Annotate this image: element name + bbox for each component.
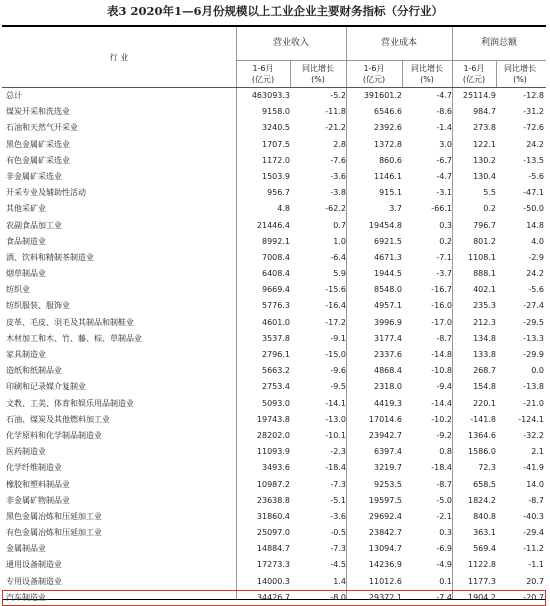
revenue-cell: 21446.4 <box>256 220 290 230</box>
revenue-cell: 5663.2 <box>262 366 290 376</box>
revenue-cell: 2796.1 <box>262 350 290 359</box>
profit-cell: 402.1 <box>473 285 496 295</box>
cost-cell: 23842.7 <box>368 528 402 538</box>
cost-cell: 11012.6 <box>368 576 402 586</box>
revenue-growth-cell: -15.6 <box>325 285 346 295</box>
table-row <box>2 282 546 298</box>
table-row <box>2 88 546 104</box>
revenue-cell: 9158.0 <box>262 107 290 117</box>
profit-cell: 840.8 <box>473 511 496 521</box>
cost-growth-cell: -3.1 <box>436 188 452 198</box>
revenue-growth-cell: -4.5 <box>330 560 346 570</box>
profit-cell: 1108.1 <box>468 252 496 262</box>
cost-cell: 860.6 <box>379 155 402 165</box>
industry-cell: 化学原料和化学制品制造业 <box>6 430 102 440</box>
profit-growth-cell: 14.8 <box>526 220 544 230</box>
revenue-growth-cell: 1.0 <box>333 236 346 246</box>
cost-cell: 2392.6 <box>374 123 402 133</box>
revenue-cell: 11093.9 <box>256 447 290 457</box>
revenue-growth-cell: -62.2 <box>325 204 346 214</box>
cost-growth-cell: -14.8 <box>431 350 452 359</box>
cost-cell: 3219.7 <box>374 463 402 473</box>
cost-growth-cell: 0.2 <box>439 236 452 246</box>
cost-growth-cell: -17.0 <box>431 317 452 327</box>
header-sub-amount: 1-6月 (亿元) <box>251 64 275 84</box>
revenue-cell: 2753.4 <box>262 382 290 392</box>
table-row <box>2 266 546 282</box>
industry-cell: 金属制品业 <box>6 544 46 554</box>
table-row <box>2 428 546 444</box>
table-row <box>2 460 546 476</box>
cost-cell: 4419.3 <box>374 398 402 408</box>
profit-cell: 133.8 <box>473 350 496 359</box>
profit-cell: 363.1 <box>473 528 496 538</box>
table-row <box>2 120 546 136</box>
industry-cell: 其他采矿业 <box>6 204 46 214</box>
revenue-cell: 1503.9 <box>262 171 290 181</box>
revenue-growth-cell: -5.2 <box>330 91 346 100</box>
industry-cell: 化学纤维制造业 <box>6 463 62 473</box>
revenue-growth-cell: -9.6 <box>330 366 346 376</box>
profit-cell: 569.4 <box>473 544 496 554</box>
cost-cell: 1146.1 <box>374 171 402 181</box>
profit-cell: 220.1 <box>473 398 496 408</box>
profit-cell: 154.8 <box>473 382 496 392</box>
header-sub-growth: 同比增长 (%) <box>411 64 443 84</box>
cost-growth-cell: -8.7 <box>436 333 452 343</box>
industry-cell: 烟草制品业 <box>6 269 46 279</box>
cost-growth-cell: -1.4 <box>436 123 452 133</box>
cost-growth-cell: -10.2 <box>431 414 452 424</box>
revenue-growth-cell: -10.1 <box>325 430 346 440</box>
profit-growth-cell: -40.3 <box>523 511 544 521</box>
profit-growth-cell: -29.9 <box>523 350 544 359</box>
revenue-cell: 10987.2 <box>256 479 290 489</box>
revenue-growth-cell: -18.4 <box>325 463 346 473</box>
revenue-growth-cell: -5.1 <box>330 495 346 505</box>
cost-cell: 8548.0 <box>374 285 402 295</box>
revenue-cell: 6408.4 <box>262 269 290 279</box>
revenue-cell: 3493.6 <box>262 463 290 473</box>
table-row <box>2 396 546 412</box>
revenue-cell: 1172.0 <box>262 155 290 165</box>
cost-cell: 29692.4 <box>368 511 402 521</box>
revenue-growth-cell: -6.4 <box>330 252 346 262</box>
profit-cell: 134.8 <box>473 333 496 343</box>
cost-cell: 13094.7 <box>368 544 402 554</box>
table-row <box>2 169 546 185</box>
profit-growth-cell: -21.0 <box>523 398 544 408</box>
cost-cell: 4671.3 <box>374 252 402 262</box>
industry-cell: 非金属矿采选业 <box>6 171 62 181</box>
industry-cell: 非金属矿物制品业 <box>6 495 70 505</box>
revenue-growth-cell: -7.3 <box>330 544 346 554</box>
industry-cell: 有色金属冶炼和压延加工业 <box>6 528 102 538</box>
revenue-growth-cell: -8.0 <box>330 592 346 602</box>
revenue-cell: 5776.3 <box>262 301 290 311</box>
revenue-growth-cell: -3.6 <box>330 511 346 521</box>
profit-growth-cell: 24.2 <box>526 269 544 279</box>
revenue-cell: 17273.3 <box>256 560 290 570</box>
profit-growth-cell: -1.1 <box>528 560 544 570</box>
revenue-growth-cell: -13.0 <box>325 414 346 424</box>
revenue-cell: 3537.8 <box>262 333 290 343</box>
profit-growth-cell: -13.5 <box>523 155 544 165</box>
industry-cell: 木材加工和木、竹、藤、棕、草制品业 <box>6 333 142 343</box>
profit-cell: 888.1 <box>473 269 496 279</box>
table-row <box>2 298 546 314</box>
profit-cell: 273.8 <box>473 123 496 133</box>
table-row <box>2 509 546 525</box>
table-row <box>2 493 546 509</box>
revenue-growth-cell: -9.5 <box>330 382 346 392</box>
profit-growth-cell: -13.8 <box>523 382 544 392</box>
cost-cell: 6921.5 <box>374 236 402 246</box>
profit-growth-cell: -29.5 <box>523 317 544 327</box>
cost-growth-cell: 0.8 <box>439 447 452 457</box>
cost-cell: 14236.9 <box>368 560 402 570</box>
financial-table <box>2 25 546 600</box>
cost-growth-cell: -8.7 <box>436 479 452 489</box>
cost-growth-cell: 0.3 <box>439 220 452 230</box>
profit-growth-cell: -47.1 <box>523 188 544 198</box>
cost-cell: 3177.4 <box>374 333 402 343</box>
revenue-growth-cell: 1.4 <box>333 576 346 586</box>
profit-cell: 122.1 <box>473 139 496 149</box>
profit-cell: 0.2 <box>483 204 496 214</box>
cost-growth-cell: -16.7 <box>431 285 452 295</box>
profit-cell: 984.7 <box>473 107 496 117</box>
table-row <box>2 347 546 363</box>
table-title: 表3 2020年1—6月份规模以上工业企业主要财务指标（分行业） <box>106 4 443 18</box>
profit-growth-cell: 2.1 <box>531 447 544 457</box>
profit-growth-cell: -124.1 <box>518 414 544 424</box>
revenue-growth-cell: 0.7 <box>333 220 346 230</box>
cost-growth-cell: -6.7 <box>436 155 452 165</box>
profit-growth-cell: 20.7 <box>526 576 544 586</box>
profit-cell: 130.4 <box>473 171 496 181</box>
profit-cell: 1586.0 <box>468 447 496 457</box>
revenue-growth-cell: -3.8 <box>330 188 346 198</box>
profit-growth-cell: -29.4 <box>523 528 544 538</box>
revenue-growth-cell: -2.3 <box>330 447 346 457</box>
header-sub-growth: 同比增长 (%) <box>302 64 334 84</box>
industry-cell: 汽车制造业 <box>6 592 46 602</box>
table-row <box>2 477 546 493</box>
industry-cell: 石油、煤炭及其他燃料加工业 <box>6 414 110 424</box>
table-row <box>2 363 546 379</box>
industry-cell: 开采专业及辅助性活动 <box>6 188 86 198</box>
header-profit: 利润总额 <box>480 38 517 48</box>
table-row <box>2 379 546 395</box>
header-sub-growth: 同比增长 (%) <box>504 64 536 84</box>
profit-growth-cell: 24.2 <box>526 139 544 149</box>
cost-cell: 6546.6 <box>374 107 402 117</box>
cost-growth-cell: 0.3 <box>439 528 452 538</box>
profit-growth-cell: 0.0 <box>531 366 544 376</box>
industry-cell: 总计 <box>6 91 22 100</box>
industry-cell: 皮革、毛皮、羽毛及其制品和制鞋业 <box>6 317 134 327</box>
cost-cell: 391601.2 <box>363 91 402 100</box>
table-row <box>2 201 546 217</box>
profit-growth-cell: -20.7 <box>523 592 544 602</box>
cost-growth-cell: -4.9 <box>436 560 452 570</box>
revenue-cell: 9669.4 <box>262 285 290 295</box>
industry-cell: 医药制造业 <box>6 447 46 457</box>
profit-growth-cell: -72.6 <box>523 123 544 133</box>
industry-cell: 通用设备制造业 <box>6 560 62 570</box>
revenue-cell: 31860.4 <box>256 511 290 521</box>
header-cost: 营业成本 <box>380 38 417 48</box>
cost-cell: 4868.4 <box>374 366 402 376</box>
cost-growth-cell: -2.1 <box>436 511 452 521</box>
cost-cell: 3996.9 <box>374 317 402 327</box>
cost-cell: 4957.1 <box>374 301 402 311</box>
cost-growth-cell: -10.8 <box>431 366 452 376</box>
cost-cell: 2318.0 <box>374 382 402 392</box>
revenue-cell: 19743.8 <box>256 414 290 424</box>
cost-growth-cell: -9.2 <box>436 430 452 440</box>
profit-growth-cell: -5.6 <box>528 171 544 181</box>
table-row <box>2 185 546 201</box>
industry-cell: 酒、饮料和精制茶制造业 <box>6 252 94 262</box>
cost-growth-cell: 3.0 <box>439 139 452 149</box>
cost-cell: 19597.5 <box>368 495 402 505</box>
revenue-growth-cell: 2.8 <box>333 139 346 149</box>
cost-growth-cell: -8.6 <box>436 107 452 117</box>
cost-growth-cell: -4.7 <box>436 91 452 100</box>
industry-cell: 石油和天然气开采业 <box>6 123 78 133</box>
cost-growth-cell: -3.7 <box>436 269 452 279</box>
profit-growth-cell: -5.6 <box>528 285 544 295</box>
header-sub-amount: 1-6月 (亿元) <box>362 64 386 84</box>
profit-cell: 796.7 <box>473 220 496 230</box>
revenue-growth-cell: -7.3 <box>330 479 346 489</box>
table-header <box>2 27 546 88</box>
header-industry: 行 业 <box>109 52 129 62</box>
profit-cell: 268.7 <box>473 366 496 376</box>
cost-cell: 9253.5 <box>374 479 402 489</box>
cost-cell: 3.7 <box>389 204 402 214</box>
industry-cell: 煤炭开采和洗选业 <box>6 107 70 117</box>
profit-cell: 801.2 <box>473 236 496 246</box>
cost-cell: 1372.8 <box>374 139 402 149</box>
revenue-cell: 3240.5 <box>262 123 290 133</box>
industry-cell: 专用设备制造业 <box>6 576 62 586</box>
industry-cell: 纺织服装、服饰业 <box>6 301 70 311</box>
industry-cell: 造纸和纸制品业 <box>6 366 62 376</box>
profit-cell: 212.3 <box>473 317 496 327</box>
revenue-growth-cell: 5.9 <box>333 269 346 279</box>
revenue-growth-cell: -21.2 <box>325 123 346 133</box>
profit-cell: 235.3 <box>473 301 496 311</box>
profit-growth-cell: -41.9 <box>523 463 544 473</box>
profit-cell: -141.8 <box>470 414 496 424</box>
revenue-cell: 7008.4 <box>262 252 290 262</box>
table-row <box>2 104 546 120</box>
revenue-cell: 8992.1 <box>262 236 290 246</box>
industry-cell: 文教、工美、体育和娱乐用品制造业 <box>6 398 134 408</box>
table-body <box>2 88 546 606</box>
revenue-cell: 25097.0 <box>256 528 290 538</box>
profit-growth-cell: -31.2 <box>523 107 544 117</box>
profit-cell: 1122.8 <box>468 560 496 570</box>
table-row <box>2 153 546 169</box>
revenue-cell: 14884.7 <box>256 544 290 554</box>
industry-cell: 有色金属矿采选业 <box>6 155 70 165</box>
industry-cell: 食品制造业 <box>6 236 46 246</box>
revenue-growth-cell: -16.4 <box>325 301 346 311</box>
cost-cell: 19454.8 <box>368 220 402 230</box>
profit-cell: 5.5 <box>483 188 496 198</box>
header-sub-amount: 1-6月 (亿元) <box>462 64 486 84</box>
revenue-cell: 4601.0 <box>262 317 290 327</box>
revenue-cell: 34426.7 <box>256 592 290 602</box>
cost-growth-cell: -9.4 <box>436 382 452 392</box>
profit-growth-cell: -13.3 <box>523 333 544 343</box>
cost-growth-cell: -16.0 <box>431 301 452 311</box>
cost-growth-cell: -6.9 <box>436 544 452 554</box>
revenue-growth-cell: -11.8 <box>325 107 346 117</box>
industry-cell: 黑色金属矿采选业 <box>6 139 70 149</box>
table-row <box>2 234 546 250</box>
industry-cell: 纺织业 <box>6 285 30 295</box>
table-row <box>2 525 546 541</box>
industry-cell: 印刷和记录媒介复制业 <box>6 382 86 392</box>
revenue-growth-cell: -15.0 <box>325 350 346 359</box>
profit-growth-cell: -32.2 <box>523 430 544 440</box>
revenue-cell: 23638.8 <box>256 495 290 505</box>
table-row <box>2 444 546 460</box>
profit-cell: 25114.9 <box>462 91 496 100</box>
cost-cell: 2337.6 <box>374 350 402 359</box>
industry-cell: 黑色金属冶炼和压延加工业 <box>6 511 102 521</box>
profit-growth-cell: -12.8 <box>523 91 544 100</box>
profit-growth-cell: -27.4 <box>523 301 544 311</box>
cost-growth-cell: 0.1 <box>439 576 452 586</box>
profit-growth-cell: -8.7 <box>528 495 544 505</box>
revenue-growth-cell: -0.5 <box>330 528 346 538</box>
table-row <box>2 250 546 266</box>
revenue-growth-cell: -17.2 <box>325 317 346 327</box>
cost-cell: 17014.6 <box>368 414 402 424</box>
profit-cell: 1824.2 <box>468 495 496 505</box>
cost-cell: 23942.7 <box>368 430 402 440</box>
profit-cell: 1904.2 <box>468 592 496 602</box>
revenue-cell: 28202.0 <box>256 430 290 440</box>
cost-growth-cell: -66.1 <box>431 204 452 214</box>
table-row <box>2 218 546 234</box>
profit-cell: 130.2 <box>473 155 496 165</box>
cost-growth-cell: -4.7 <box>436 171 452 181</box>
cost-cell: 6397.4 <box>374 447 402 457</box>
table-row <box>2 331 546 347</box>
revenue-cell: 5093.0 <box>262 398 290 408</box>
revenue-cell: 4.8 <box>277 204 290 214</box>
profit-growth-cell: 4.0 <box>531 236 544 246</box>
table-row <box>2 574 546 590</box>
profit-cell: 72.3 <box>478 463 496 473</box>
profit-growth-cell: -50.0 <box>523 204 544 214</box>
profit-growth-cell: -2.9 <box>528 252 544 262</box>
revenue-growth-cell: -3.6 <box>330 171 346 181</box>
profit-growth-cell: -11.2 <box>523 544 544 554</box>
industry-cell: 橡胶和塑料制品业 <box>6 479 70 489</box>
profit-cell: 658.5 <box>473 479 496 489</box>
table-row <box>2 315 546 331</box>
table-row <box>2 137 546 153</box>
industry-cell: 农副食品加工业 <box>6 220 62 230</box>
revenue-cell: 956.7 <box>267 188 290 198</box>
profit-cell: 1364.6 <box>468 430 496 440</box>
cost-growth-cell: -18.4 <box>431 463 452 473</box>
cost-growth-cell: -7.4 <box>436 592 452 602</box>
cost-cell: 915.1 <box>379 188 402 198</box>
table-row <box>2 557 546 573</box>
header-revenue: 营业收入 <box>272 38 309 48</box>
cost-cell: 29372.1 <box>368 592 402 602</box>
cost-cell: 1944.5 <box>374 269 402 279</box>
table-row <box>2 412 546 428</box>
revenue-cell: 14000.3 <box>256 576 290 586</box>
cost-growth-cell: -7.1 <box>436 252 452 262</box>
profit-cell: 1177.3 <box>468 576 496 586</box>
revenue-growth-cell: -14.1 <box>325 398 346 408</box>
industry-cell: 家具制造业 <box>6 350 46 359</box>
revenue-cell: 1707.5 <box>262 139 290 149</box>
cost-growth-cell: -14.4 <box>431 398 452 408</box>
revenue-cell: 463093.3 <box>251 91 290 100</box>
revenue-growth-cell: -7.6 <box>330 155 346 165</box>
revenue-growth-cell: -9.1 <box>330 333 346 343</box>
table-row <box>2 541 546 557</box>
cost-growth-cell: -5.0 <box>436 495 452 505</box>
profit-growth-cell: 14.0 <box>526 479 544 489</box>
